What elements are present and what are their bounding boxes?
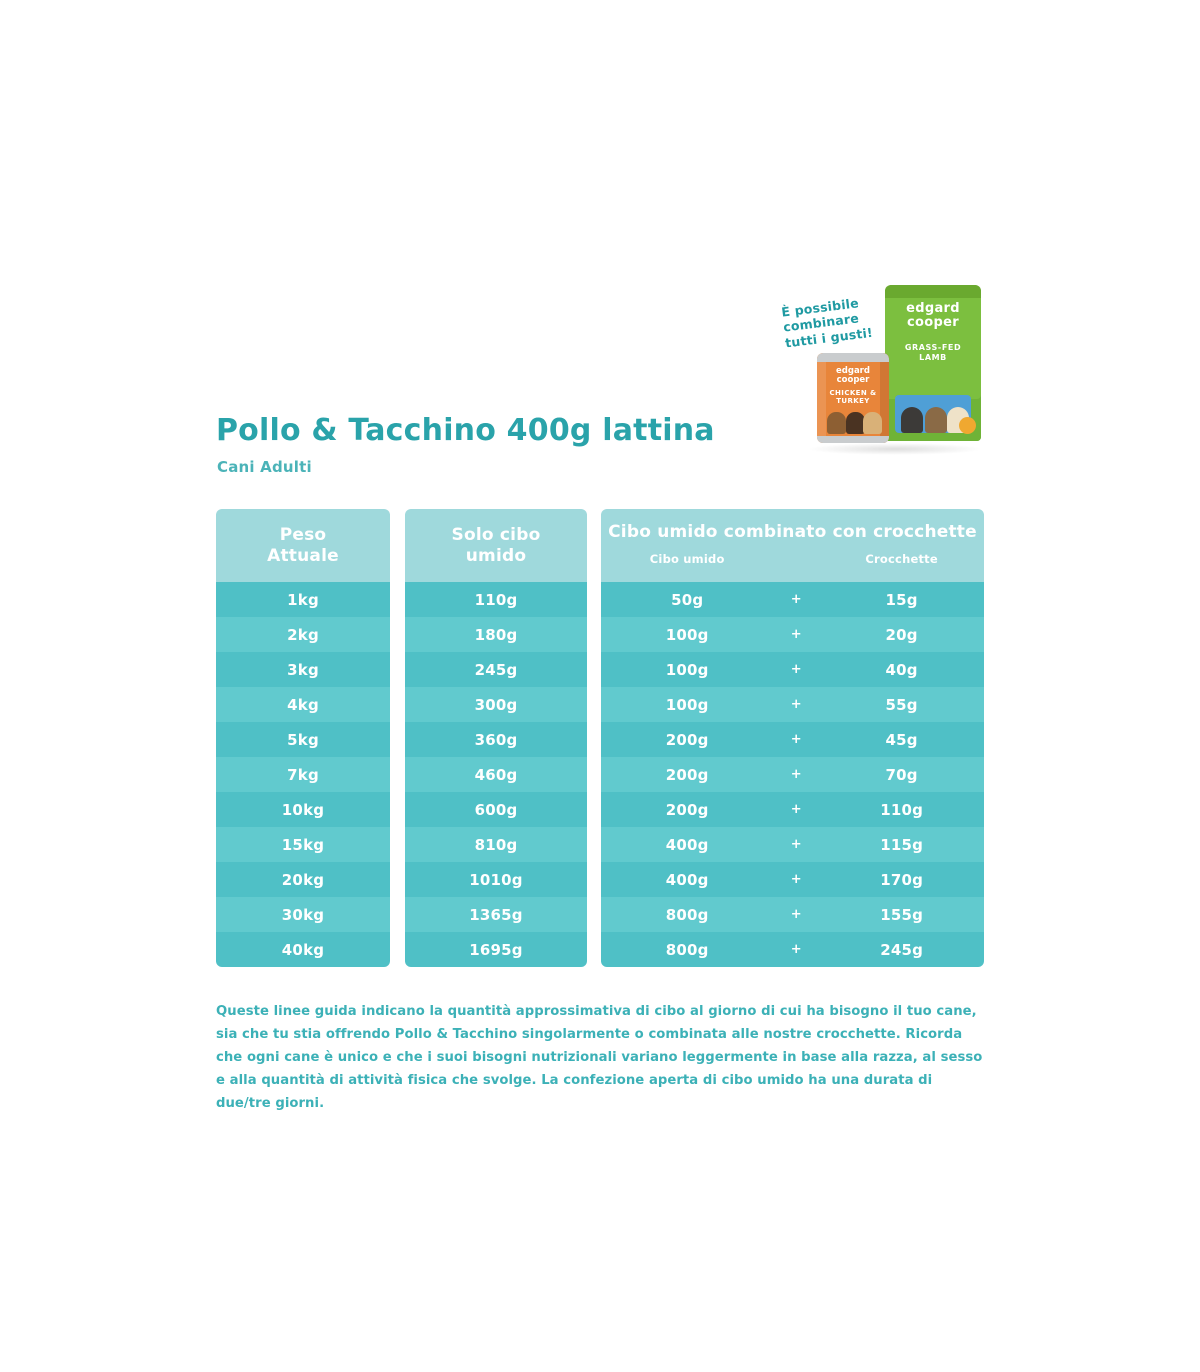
combined-row xyxy=(601,897,984,932)
wet-food-can-image xyxy=(817,353,889,443)
plus-sign: + xyxy=(790,767,802,782)
weight-cell: 10kg xyxy=(216,792,390,827)
dog-illustration xyxy=(827,412,846,434)
combined-wet-amount-cell: 400g xyxy=(665,835,709,854)
combined-wet-amount-cell: 100g xyxy=(665,695,709,714)
wet-only-column-table xyxy=(405,509,587,967)
wet-only-amount-cell: 180g xyxy=(405,617,587,652)
kibble-bag-image xyxy=(885,285,981,441)
combined-row xyxy=(601,582,984,617)
weight-cell: 7kg xyxy=(216,757,390,792)
combined-row xyxy=(601,827,984,862)
combined-row xyxy=(601,617,984,652)
combined-header-subrow xyxy=(601,553,984,567)
combined-kibble-amount-cell: 110g xyxy=(880,800,924,819)
plus-sign: + xyxy=(790,592,802,607)
plus-sign: + xyxy=(790,732,802,747)
combined-kibble-amount-cell: 170g xyxy=(880,870,924,889)
wet-only-header-line-1: Solo cibo xyxy=(451,525,541,546)
combined-kibble-amount-cell: 155g xyxy=(880,905,924,924)
weight-cell: 2kg xyxy=(216,617,390,652)
can-lid xyxy=(817,353,889,362)
page-subtitle: Cani Adulti xyxy=(217,458,312,476)
can-brand-name xyxy=(817,367,889,386)
wet-only-amount-cell: 1695g xyxy=(405,932,587,967)
combined-header-spacer xyxy=(773,553,819,567)
plus-sign: + xyxy=(790,872,802,887)
combined-row xyxy=(601,687,984,722)
combined-wet-amount-cell: 800g xyxy=(665,940,709,959)
can-variant-name: CHICKEN & TURKEY xyxy=(829,389,877,405)
combined-column-table xyxy=(601,509,984,967)
combined-row xyxy=(601,862,984,897)
combined-header-wet: Cibo umido xyxy=(649,552,725,567)
wet-only-amount-cell: 245g xyxy=(405,652,587,687)
bag-badge-icon xyxy=(959,417,976,434)
bag-variant-line-2: LAMB xyxy=(919,353,947,362)
wet-only-header-line-2: umido xyxy=(465,545,527,566)
dog-illustration xyxy=(925,407,947,433)
wet-only-amount-cell: 1010g xyxy=(405,862,587,897)
combined-wet-amount-cell: 100g xyxy=(665,625,709,644)
product-illustration xyxy=(780,285,998,470)
wet-only-amount-cell: 810g xyxy=(405,827,587,862)
combined-header-kibble: Crocchette xyxy=(865,552,938,567)
weight-cell: 1kg xyxy=(216,582,390,617)
wet-only-amount-cell: 600g xyxy=(405,792,587,827)
weight-cell: 40kg xyxy=(216,932,390,967)
combined-header-title: Cibo umido combinato con crocchette xyxy=(608,522,977,542)
combined-kibble-amount-cell: 15g xyxy=(885,590,918,609)
combined-kibble-amount-cell: 245g xyxy=(880,940,924,959)
can-brand-line-2: cooper xyxy=(836,375,870,386)
combined-kibble-amount-cell: 20g xyxy=(885,625,918,644)
wet-only-amount-cell: 110g xyxy=(405,582,587,617)
wet-only-rows xyxy=(405,582,587,967)
page-title: Pollo & Tacchino 400g lattina xyxy=(216,413,715,448)
combined-kibble-amount-cell: 55g xyxy=(885,695,918,714)
weight-cell: 15kg xyxy=(216,827,390,862)
combined-wet-amount-cell: 50g xyxy=(671,590,704,609)
bag-variant-line-1: GRASS-FED xyxy=(904,343,962,352)
wet-only-amount-cell: 1365g xyxy=(405,897,587,932)
weight-header-line-1: Peso xyxy=(279,525,327,546)
wet-only-column-header xyxy=(405,509,587,582)
plus-sign: + xyxy=(790,662,802,677)
combined-rows xyxy=(601,582,984,967)
combined-wet-amount-cell: 800g xyxy=(665,905,709,924)
combined-row xyxy=(601,722,984,757)
combined-kibble-amount-cell: 70g xyxy=(885,765,918,784)
can-brand-line-1: edgard xyxy=(836,366,870,376)
weight-column-table xyxy=(216,509,390,967)
wet-only-amount-cell: 360g xyxy=(405,722,587,757)
combined-wet-amount-cell: 100g xyxy=(665,660,709,679)
plus-sign: + xyxy=(790,907,802,922)
weight-cell: 4kg xyxy=(216,687,390,722)
product-shadow xyxy=(807,443,983,455)
combined-row xyxy=(601,932,984,967)
weight-cell: 20kg xyxy=(216,862,390,897)
bag-top-seal xyxy=(885,285,981,298)
weight-rows xyxy=(216,582,390,967)
weight-cell: 5kg xyxy=(216,722,390,757)
bag-brand-line-2: cooper xyxy=(907,314,959,330)
bag-brand-name xyxy=(885,302,981,329)
feeding-guideline-note: Queste linee guida indicano la quantità approssimativa di cibo al giorno di cui ha bisogno il tuo cane, sia che tu stia offrendo Pollo & Tacchino singolarmente o combinata alle nostre crocchette. Ricorda che ogni cane è unico e che i suoi bisogni nutrizionali variano leggermente in base alla razza, al sesso e alla quantità di attività fisica che svolge. La confezione aperta di cibo umido ha una durata di due/tre giorni. xyxy=(216,1004,983,1112)
combined-wet-amount-cell: 200g xyxy=(665,730,709,749)
plus-sign: + xyxy=(790,837,802,852)
wet-only-amount-cell: 460g xyxy=(405,757,587,792)
wet-only-amount-cell: 300g xyxy=(405,687,587,722)
bag-variant-name xyxy=(885,343,981,363)
can-bottom xyxy=(817,436,889,443)
dog-illustration xyxy=(901,407,923,433)
plus-sign: + xyxy=(790,697,802,712)
combined-kibble-amount-cell: 40g xyxy=(885,660,918,679)
combined-wet-amount-cell: 200g xyxy=(665,800,709,819)
weight-column-header xyxy=(216,509,390,582)
combined-kibble-amount-cell: 45g xyxy=(885,730,918,749)
can-artwork xyxy=(825,408,881,434)
combined-wet-amount-cell: 200g xyxy=(665,765,709,784)
dog-illustration xyxy=(863,412,882,434)
combined-row xyxy=(601,652,984,687)
weight-header-line-2: Attuale xyxy=(267,545,339,566)
plus-sign: + xyxy=(790,942,802,957)
combined-wet-amount-cell: 400g xyxy=(665,870,709,889)
weight-cell: 30kg xyxy=(216,897,390,932)
combined-row xyxy=(601,792,984,827)
plus-sign: + xyxy=(790,627,802,642)
combined-row xyxy=(601,757,984,792)
plus-sign: + xyxy=(790,802,802,817)
weight-cell: 3kg xyxy=(216,652,390,687)
combined-kibble-amount-cell: 115g xyxy=(880,835,924,854)
bag-brand-line-1: edgard xyxy=(906,301,960,316)
combine-flavours-note: È possibile combinare tutti i gusti! xyxy=(780,295,874,350)
combined-column-header xyxy=(601,509,984,582)
